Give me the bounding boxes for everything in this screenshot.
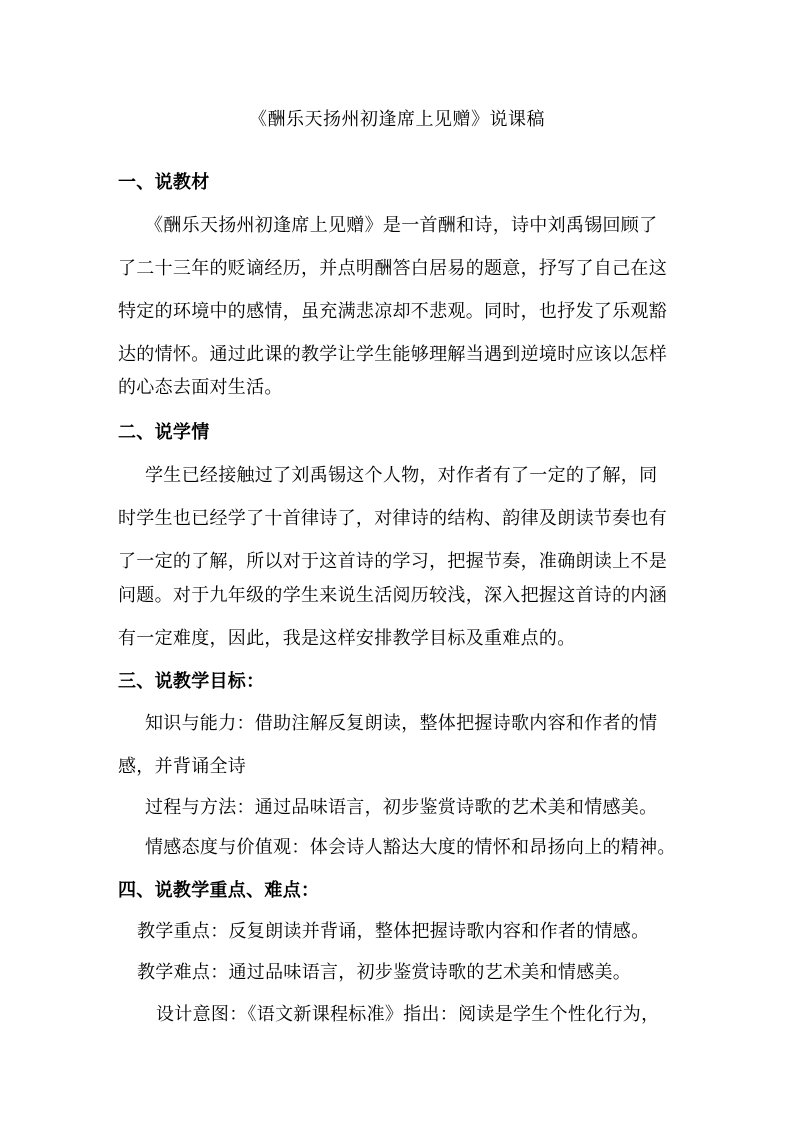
- paragraph-line: 过程与方法：通过品味语言，初步鉴赏诗歌的艺术美和情感美。: [145, 797, 658, 818]
- paragraph-line: 知识与能力：借助注解反复朗读，整体把握诗歌内容和作者的情: [145, 713, 658, 734]
- section-heading-textbook: 一、说教材: [118, 172, 210, 193]
- paragraph-line: 情感态度与价值观：体会诗人豁达大度的情怀和昂扬向上的精神。: [145, 837, 676, 858]
- paragraph-line: 《酬乐天扬州初逢席上见赠》是一首酬和诗，诗中刘禹锡回顾了: [145, 215, 658, 236]
- paragraph-line: 教学重点：反复朗读并背诵，整体把握诗歌内容和作者的情感。: [137, 921, 650, 942]
- paragraph-line: 时学生也已经学了十首律诗了，对律诗的结构、韵律及朗读节奏也有: [118, 508, 667, 529]
- paragraph-line: 教学难点：通过品味语言，初步鉴赏诗歌的艺术美和情感美。: [137, 962, 632, 983]
- section-heading-students: 二、说学情: [118, 422, 210, 443]
- paragraph-line: 特定的环境中的感情，虽充满悲凉却不悲观。同时，也抒发了乐观豁: [118, 301, 667, 322]
- paragraph-line: 有一定难度，因此，我是这样安排教学目标及重难点的。: [118, 628, 576, 649]
- paragraph-line: 达的情怀。通过此课的教学让学生能够理解当遇到逆境时应该以怎样: [118, 344, 667, 365]
- paragraph-line: 了二十三年的贬谪经历，并点明酬答白居易的题意，抒写了自己在这: [118, 258, 667, 279]
- paragraph-line: 感，并背诵全诗: [118, 756, 247, 777]
- paragraph-line: 了一定的了解，所以对于这首诗的学习，把握节奏，准确朗读上不是: [118, 551, 667, 572]
- paragraph-line: 学生已经接触过了刘禹锡这个人物，对作者有了一定的了解，同: [145, 465, 658, 486]
- document-title: 《酬乐天扬州初逢席上见赠》说课稿: [249, 109, 545, 130]
- paragraph-line: 问题。对于九年级的学生来说生活阅历较浅，深入把握这首诗的内涵: [118, 585, 667, 606]
- paragraph-line: 设计意图：《语文新课程标准》指出：阅读是学生个性化行为，: [156, 1004, 660, 1025]
- section-heading-objectives: 三、说教学目标：: [118, 671, 265, 692]
- section-heading-key-points: 四、说教学重点、难点：: [118, 880, 320, 901]
- paragraph-line: 的心态去面对生活。: [118, 377, 283, 398]
